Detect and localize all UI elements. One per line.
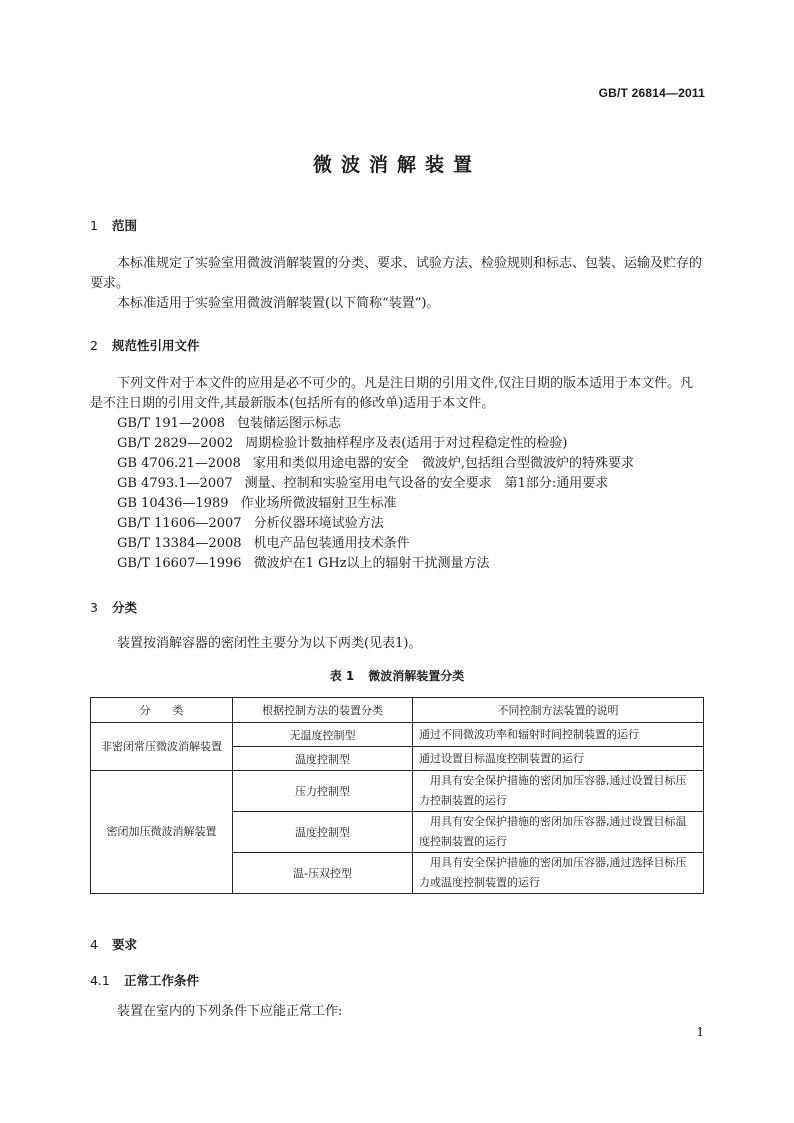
reference-item [117, 494, 634, 514]
method-cell: 温度控制型 [233, 747, 413, 771]
reference-item [117, 454, 634, 474]
reference-title: 测量、控制和实验室用电气设备的安全要求 第1部分:通用要求 [244, 476, 609, 491]
reference-item [117, 514, 634, 534]
section-4-heading [90, 935, 137, 953]
table-row [91, 771, 704, 812]
reference-title: 微波炉在1 GHz以上的辐射干扰测量方法 [253, 556, 490, 571]
reference-code: GB/T 11606—2007 [117, 516, 242, 531]
reference-code: GB/T 16607—1996 [117, 556, 242, 571]
section-3-intro: 装置按消解容器的密闭性主要分为以下两类(见表1)。 [117, 636, 422, 651]
reference-title: 家用和类似用途电器的安全 微波炉,包括组合型微波炉的特殊要求 [252, 456, 635, 471]
reference-code: GB 10436—1989 [117, 496, 229, 511]
reference-code: GB 4706.21—2008 [117, 456, 241, 471]
reference-item [117, 474, 634, 494]
table-caption-title: 微波消解装置分类 [368, 669, 465, 683]
reference-code: GB 4793.1—2007 [117, 476, 233, 491]
description-cell: 用具有安全保护措施的密闭加压容器,通过设置目标压力控制装置的运行 [413, 771, 704, 812]
document-title: 微波消解装置 [312, 154, 481, 176]
category-cell: 密闭加压微波消解装置 [91, 771, 233, 894]
method-cell: 温-压双控型 [233, 853, 413, 894]
method-cell: 压力控制型 [233, 771, 413, 812]
section-number: 3 [90, 600, 98, 615]
section-2-intro: 下列文件对于本文件的应用是必不可少的。凡是注日期的引用文件,仅注日期的版本适用于本文件。凡是不注日期的引用文件,其最新版本(包括所有的修改单)适用于本文件。 [90, 376, 694, 411]
method-cell: 无温度控制型 [233, 723, 413, 747]
reference-item [117, 414, 634, 434]
reference-title: 包装储运图示标志 [237, 416, 342, 431]
section-3-heading [90, 598, 137, 616]
table-header-cell: 根据控制方法的装置分类 [233, 698, 413, 723]
table-caption-number: 表 1 [329, 669, 355, 683]
section-number: 4 [90, 937, 98, 952]
subsection-title: 正常工作条件 [124, 973, 200, 988]
table-header-cell: 不同控制方法装置的说明 [413, 698, 704, 723]
reference-item [117, 554, 634, 574]
table-header-cell: 分 类 [91, 698, 233, 723]
section-title: 分类 [112, 600, 138, 615]
reference-list [117, 414, 634, 574]
description-cell: 通过设置目标温度控制装置的运行 [413, 747, 704, 771]
section-title: 要求 [112, 937, 138, 952]
reference-title: 作业场所微波辐射卫生标准 [240, 496, 397, 511]
reference-item [117, 434, 634, 454]
table-row [91, 723, 704, 747]
standard-code: GB/T 26814—2011 [598, 86, 705, 100]
classification-table [90, 697, 704, 894]
section-number: 1 [90, 218, 98, 233]
description-cell: 用具有安全保护措施的密闭加压容器,通过选择目标压力或温度控制装置的运行 [413, 853, 704, 894]
section-4-1-text: 装置在室内的下列条件下应能正常工作: [117, 1004, 343, 1019]
section-4-1-heading [90, 971, 199, 989]
page-number: 1 [696, 1025, 704, 1039]
description-cell: 用具有安全保护措施的密闭加压容器,通过设置目标温度控制装置的运行 [413, 812, 704, 853]
table-caption [0, 667, 794, 684]
subsection-number: 4.1 [90, 973, 110, 988]
section-number: 2 [90, 338, 98, 353]
reference-title: 机电产品包装通用技术条件 [253, 536, 410, 551]
reference-title: 分析仪器环境试验方法 [253, 516, 384, 531]
section-title: 规范性引用文件 [112, 338, 200, 353]
category-cell: 非密闭常压微波消解装置 [91, 723, 233, 771]
method-cell: 温度控制型 [233, 812, 413, 853]
reference-code: GB/T 13384—2008 [117, 536, 242, 551]
reference-code: GB/T 191—2008 [117, 416, 226, 431]
reference-code: GB/T 2829—2002 [117, 436, 234, 451]
section-1-paragraph-1: 本标准规定了实验室用微波消解装置的分类、要求、试验方法、检验规则和标志、包装、运输及贮存的要求。 [90, 256, 703, 291]
section-2-heading [90, 336, 200, 354]
section-1-paragraph-2: 本标准适用于实验室用微波消解装置(以下简称“装置”)。 [117, 296, 440, 311]
reference-title: 周期检验计数抽样程序及表(适用于对过程稳定性的检验) [245, 436, 568, 451]
reference-item [117, 534, 634, 554]
section-1-heading [90, 216, 137, 234]
table-header-row [91, 698, 704, 723]
description-cell: 通过不同微波功率和辐射时间控制装置的运行 [413, 723, 704, 747]
section-title: 范围 [112, 218, 138, 233]
